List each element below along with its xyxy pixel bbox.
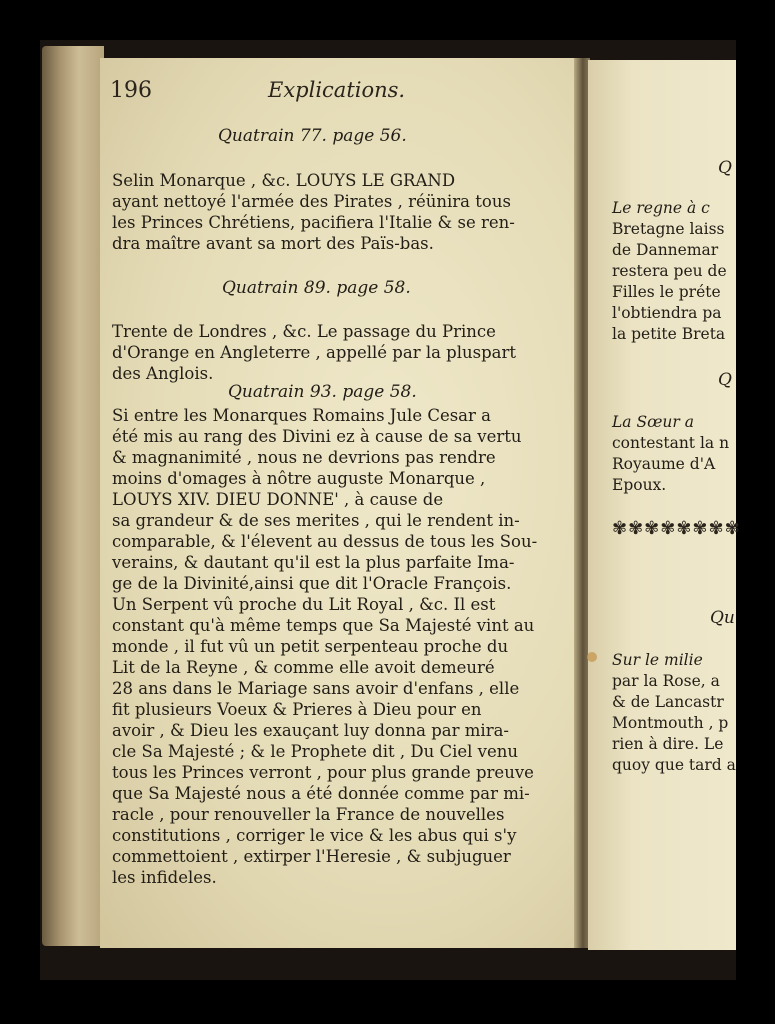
quatrain-93-heading: Quatrain 93. page 58. xyxy=(228,382,417,402)
text-line: quoy que tard a xyxy=(612,756,736,774)
text-line: commettoient , extirper l'Heresie , & subjuguer xyxy=(112,847,511,866)
text-line: des Anglois. xyxy=(112,364,214,383)
text-line: Trente de Londres , &c. Le passage du Prince xyxy=(112,322,496,341)
text-line: les Princes Chrétiens, pacifiera l'Italie & se ren- xyxy=(112,213,515,232)
running-head: Explications. xyxy=(268,78,406,102)
text-line: Epoux. xyxy=(612,476,667,494)
text-line: Filles le préte xyxy=(612,283,721,301)
text-line: rien à dire. Le xyxy=(612,735,724,753)
text-line: d'Orange en Angleterre , appellé par la pluspart xyxy=(112,343,517,362)
text-line: comparable, & l'élevent au dessus de tous les Sou- xyxy=(112,532,538,551)
text-line: Montmouth , p xyxy=(612,714,729,732)
right-partial-heading: Q xyxy=(718,370,732,390)
text-line: Si entre les Monarques Romains Jule Cesar a xyxy=(112,406,491,425)
page-number: 196 xyxy=(110,78,152,103)
text-line: ge de la Divinité,ainsi que dit l'Oracle François. xyxy=(112,574,512,593)
text-line: verains, & dautant qu'il est la plus parfaite Ima- xyxy=(112,553,515,572)
text-line: Lit de la Reyne , & comme elle avoit demeuré xyxy=(112,658,495,677)
quatrain-93-text xyxy=(112,405,542,888)
text-line: tous les Princes verront , pour plus grande preuve xyxy=(112,763,534,782)
quatrain-89-text xyxy=(112,321,542,384)
text-line: cle Sa Majesté ; & le Prophete dit , Du Ciel venu xyxy=(112,742,519,761)
text-line: Royaume d'A xyxy=(612,455,716,473)
text-line: ayant nettoyé l'armée des Pirates , réünira tous xyxy=(112,192,511,211)
text-line: LOUYS XIV. DIEU DONNE' , à cause de xyxy=(112,490,444,509)
text-line: Sur le milie xyxy=(612,651,703,669)
text-line: 28 ans dans le Mariage sans avoir d'enfans , elle xyxy=(112,679,520,698)
book-spine xyxy=(42,46,104,946)
ornament-band: ✾✾✾✾✾✾✾✾ xyxy=(612,518,741,539)
right-partial-heading: Qu xyxy=(710,608,735,628)
text-line: constant qu'à même temps que Sa Majesté vint au xyxy=(112,616,535,635)
text-line: racle , pour renouveller la France de nouvelles xyxy=(112,805,505,824)
text-line: moins d'omages à nôtre auguste Monarque , xyxy=(112,469,486,488)
right-text-block-b xyxy=(612,412,729,496)
text-line: par la Rose, a xyxy=(612,672,720,690)
text-line: monde , il fut vû un petit serpenteau proche du xyxy=(112,637,509,656)
text-line: été mis au rang des Divini ez à cause de sa vertu xyxy=(112,427,522,446)
text-line: fit plusieurs Voeux & Prieres à Dieu pour en xyxy=(112,700,482,719)
text-line: & de Lancastr xyxy=(612,693,724,711)
quatrain-77-text xyxy=(112,170,542,254)
quatrain-77-heading: Quatrain 77. page 56. xyxy=(218,126,407,146)
text-line: la petite Breta xyxy=(612,325,726,343)
text-line: Le regne à c xyxy=(612,199,710,217)
text-line: La Sœur a xyxy=(612,413,694,431)
text-line: & magnanimité , nous ne devrions pas rendre xyxy=(112,448,496,467)
text-line: que Sa Majesté nous a été donnée comme par mi- xyxy=(112,784,530,803)
text-line: de Dannemar xyxy=(612,241,719,259)
text-line: dra maître avant sa mort des Païs-bas. xyxy=(112,234,434,253)
right-partial-heading: Q xyxy=(718,158,732,178)
right-text-block-a xyxy=(612,198,727,345)
text-line: contestant la n xyxy=(612,434,730,452)
text-line: constitutions , corriger le vice & les abus qui s'y xyxy=(112,826,517,845)
right-page xyxy=(588,60,736,950)
text-line: Bretagne laiss xyxy=(612,220,725,238)
text-line: sa grandeur & de ses merites , qui le rendent in- xyxy=(112,511,520,530)
paper-stain xyxy=(587,652,597,662)
text-line: les infideles. xyxy=(112,868,217,887)
quatrain-89-heading: Quatrain 89. page 58. xyxy=(222,278,411,298)
text-line: Un Serpent vû proche du Lit Royal , &c. Il est xyxy=(112,595,496,614)
text-line: restera peu de xyxy=(612,262,727,280)
text-line: l'obtiendra pa xyxy=(612,304,722,322)
text-line: avoir , & Dieu les exauçant luy donna par mira- xyxy=(112,721,509,740)
text-line: Selin Monarque , &c. LOUYS LE GRAND xyxy=(112,171,456,190)
right-text-block-c xyxy=(612,650,736,776)
